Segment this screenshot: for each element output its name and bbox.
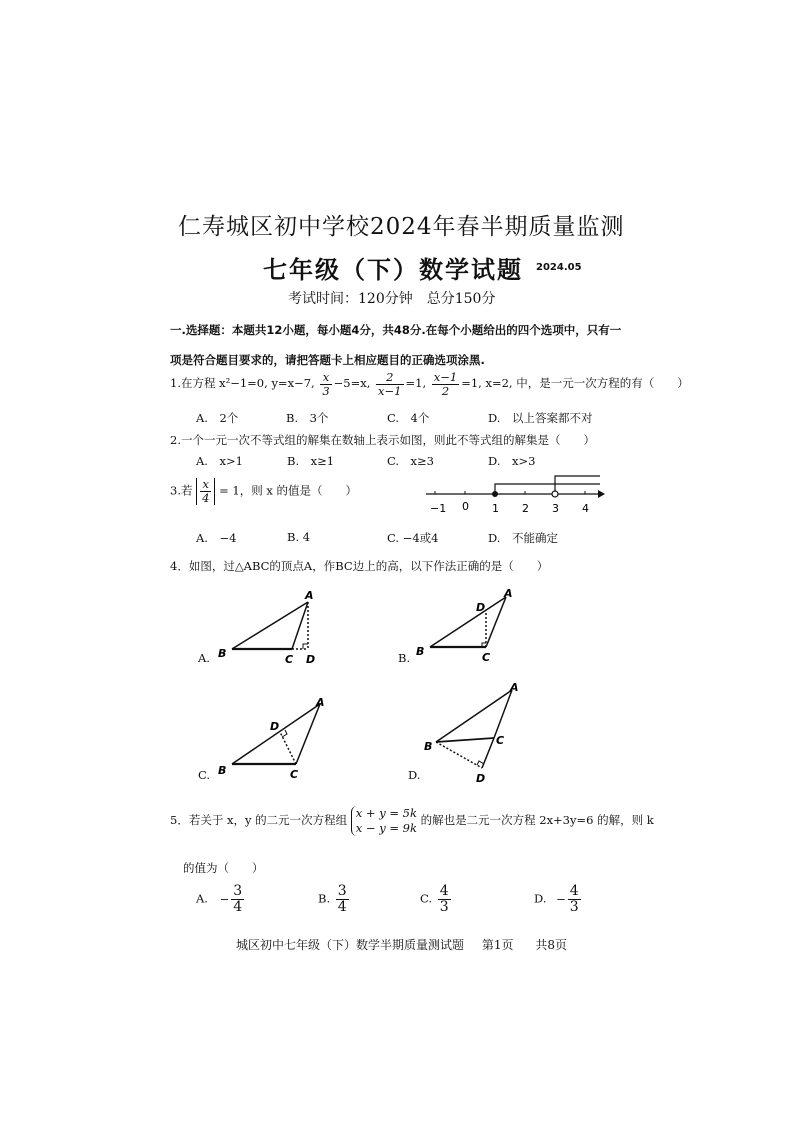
q5-option-c-fraction (438, 884, 451, 915)
q1-after-f2: =1, (405, 376, 427, 390)
q1-option-a: A. 2个 (196, 411, 239, 425)
question-2: 2.一个一元一次不等式组的解集在数轴上表示如图，则此不等式组的解集是（ ） (170, 433, 595, 447)
q2-option-a: A. x>1 (196, 454, 243, 468)
fig-a-label-c: C (285, 653, 294, 666)
q5-eq2: x − y = 9k (355, 821, 417, 835)
section-instructions-line2: 项是符合题目要求的，请把答题卡上相应题目的正确选项涂黑. (170, 353, 485, 367)
q5-prefix: 5．若关于 x，y 的二元一次方程组 (170, 813, 348, 827)
q3-option-b: B. 4 (287, 530, 311, 544)
q1-f3-den: 2 (441, 383, 450, 398)
q5-option-a (196, 884, 246, 915)
q1-fraction-2 (376, 371, 403, 398)
q5-option-c-label: C. (420, 891, 433, 906)
q5-option-a-label: A. (196, 891, 208, 906)
q3-absolute-value (196, 478, 215, 505)
fig-c-label-b: B (218, 764, 227, 777)
q3-option-d: D. 不能确定 (488, 531, 558, 545)
q1-fraction-3 (432, 371, 459, 398)
q1-fraction-1 (320, 371, 331, 398)
q5-b-num: 3 (337, 883, 347, 899)
q5-suffix: 的解也是二元一次方程 2x+3y=6 的解，则 k (420, 813, 654, 827)
q3-option-c: C. −4或4 (387, 531, 439, 545)
question-3 (170, 478, 357, 505)
number-line-arrow (598, 490, 605, 498)
q2-option-b: B. x≥1 (287, 454, 335, 468)
q5-c-den: 3 (439, 899, 449, 915)
q4-figure-a (210, 585, 330, 667)
q1-prefix: 1.在方程 x²−1=0, y=x−7, (170, 376, 315, 390)
section-instructions-line1: 一.选择题：本题共12小题，每小题4分，共48分.在每个小题给出的四个选项中，只有一 (170, 323, 622, 337)
exam-subtitle: 七年级（下）数学试题 (263, 255, 523, 284)
q4-option-b-label: B. (398, 651, 411, 665)
q4-figure-c (210, 690, 340, 785)
fig-c-label-d: D (270, 720, 280, 733)
question-5 (170, 802, 654, 838)
q5-option-d-sign: − (556, 891, 566, 906)
q5-d-num: 4 (569, 883, 579, 899)
q1-f3-num: x−1 (433, 369, 458, 384)
q1-f2-den: x−1 (378, 383, 402, 398)
q1-option-b: B. 3个 (286, 411, 329, 425)
fig-b-label-c: C (482, 651, 491, 664)
q2-option-d: D. x>3 (488, 454, 536, 468)
q1-f1-den: 3 (322, 383, 330, 398)
question-4: 4．如图，过△ABC的顶点A，作BC边上的高，以下作法正确的是（ ） (170, 559, 549, 573)
q2-option-c: C. x≥3 (387, 454, 434, 468)
question-1 (170, 368, 689, 398)
q5-a-den: 4 (233, 899, 243, 915)
q3-prefix: 3.若 (170, 483, 193, 498)
q4-option-c-label: C. (198, 768, 211, 782)
q3-suffix: = 1，则 x 的值是（ ） (219, 483, 358, 498)
fig-d-label-a: A (510, 681, 519, 694)
exam-date: 2024.05 (536, 262, 582, 273)
q1-f2-num: 2 (376, 371, 403, 385)
q3-abs-den: 4 (202, 491, 210, 505)
q4-option-a-label: A. (198, 651, 210, 665)
q4-figure-d (420, 678, 530, 788)
q5-c-num: 4 (439, 883, 449, 899)
q5-option-a-fraction (231, 884, 244, 915)
q5-option-d-label: D. (534, 891, 547, 906)
q3-option-a: A. −4 (196, 531, 237, 545)
fig-b-label-b: B (416, 645, 425, 658)
q5-option-b (318, 884, 351, 915)
exam-info: 考试时间：120分钟 总分150分 (288, 291, 496, 307)
tick-label-neg1: −1 (430, 502, 447, 515)
fig-a-label-b: B (218, 647, 227, 660)
q1-option-c: C. 4个 (387, 411, 430, 425)
fig-d-label-b: B (424, 740, 433, 753)
q5-option-a-sign: − (219, 891, 230, 906)
q4-option-d-label: D. (408, 768, 421, 782)
tick-label-4: 4 (582, 502, 589, 515)
q5-option-d (534, 884, 583, 915)
footer-total: 共8页 (535, 938, 567, 952)
q5-option-c (420, 884, 453, 915)
q1-after-f3: =1, x=2, 中，是一元一次方程的有（ ） (461, 376, 689, 390)
footer-title: 城区初中七年级（下）数学半期质量测试题 (236, 938, 465, 952)
q5-option-b-fraction (336, 884, 349, 915)
q5-eq1: x + y = 5k (355, 806, 417, 820)
q5-b-den: 4 (337, 899, 347, 915)
q5-option-d-fraction (568, 884, 581, 915)
q5-line2: 的值为（ ） (183, 861, 264, 875)
tick-label-3: 3 (552, 502, 559, 515)
open-point (552, 491, 558, 497)
q5-option-b-label: B. (318, 891, 331, 906)
fig-d-label-c: C (496, 734, 505, 747)
number-line-figure (420, 470, 610, 518)
q1-after-f1: −5=x, (333, 376, 371, 390)
solid-point (492, 491, 498, 497)
tick-label-0: 0 (462, 500, 469, 513)
q1-option-d: D. 以上答案都不对 (488, 411, 593, 425)
q5-equation-system (351, 806, 417, 836)
q3-abs-num: x (200, 478, 211, 492)
fig-c-label-a: A (316, 696, 325, 709)
fig-d-label-d: D (476, 772, 486, 785)
q1-f1-num: x (320, 371, 331, 385)
solution-bracket-3 (555, 476, 600, 494)
solution-bracket-1 (495, 484, 600, 494)
q5-d-den: 3 (569, 899, 579, 915)
page-footer (236, 936, 567, 953)
footer-page: 第1页 (481, 938, 514, 952)
tick-label-1: 1 (492, 502, 499, 515)
tick-label-2: 2 (522, 502, 529, 515)
fig-a-label-a: A (305, 589, 314, 602)
fig-b-label-a: A (504, 587, 513, 600)
fig-b-label-d: D (476, 601, 486, 614)
fig-c-label-c: C (290, 768, 299, 781)
q5-a-num: 3 (233, 883, 243, 899)
fig-a-label-d: D (306, 653, 316, 666)
q4-figure-b (410, 583, 530, 667)
exam-title: 仁寿城区初中学校2024年春半期质量监测 (178, 214, 625, 240)
